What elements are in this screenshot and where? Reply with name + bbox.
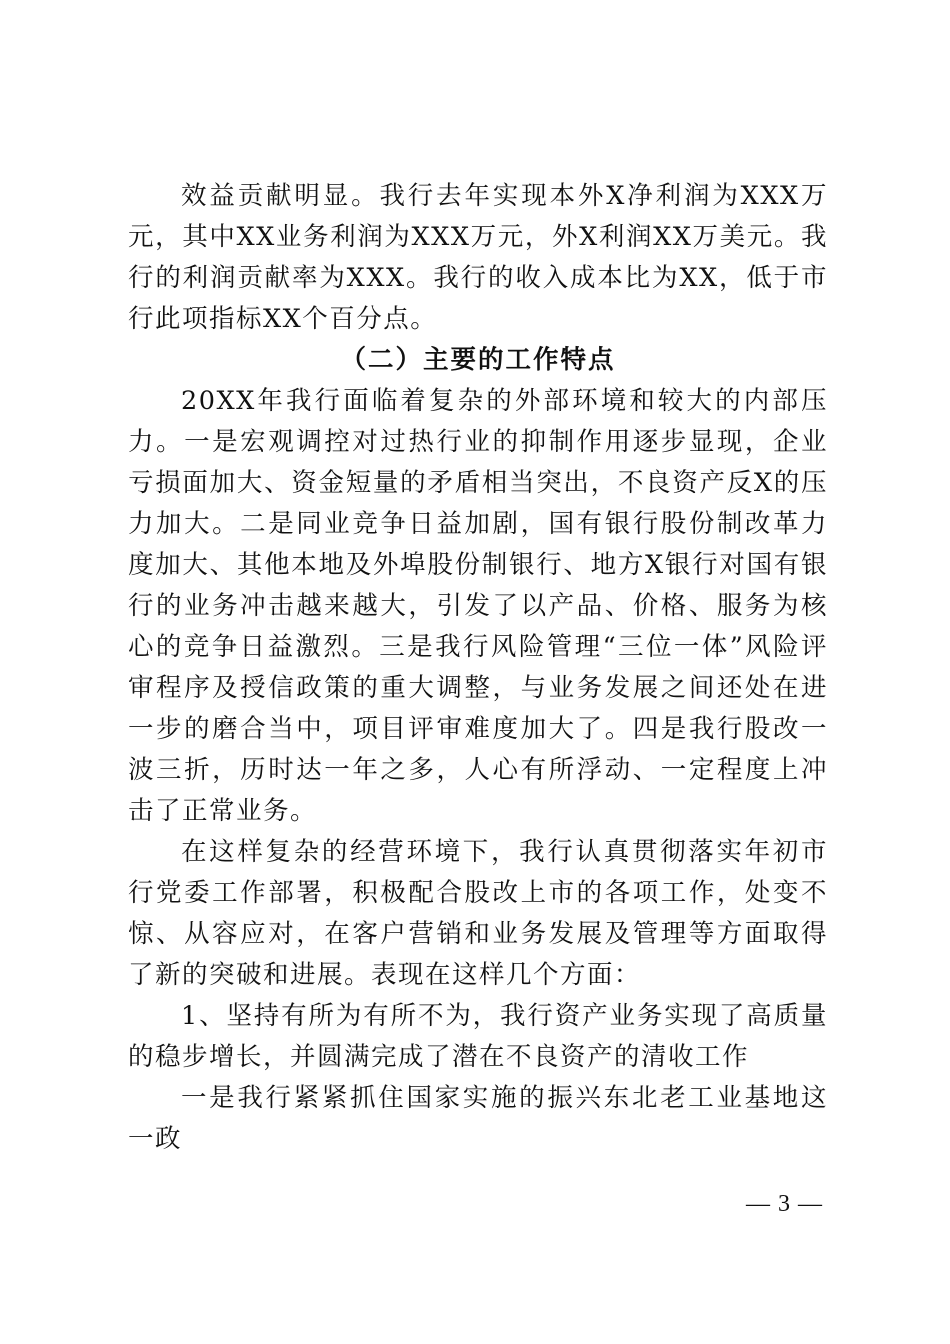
paragraph-external-environment: 20XX年我行面临着复杂的外部环境和较大的内部压力。一是宏观调控对过热行业的抑制作用逐步显现，企业亏损面加大、资金短量的矛盾相当突出，不良资产反X的压力加大。二是同业竞争日益加剧，国有银行股份制改革力度加大、其他本地及外埠股份制银行、地方X银行对国有银行的业务冲击越来越大，引发了以产品、价格、服务为核心的竞争日益激烈。三是我行风险管理“三位一体”风险评审程序及授信政策的重大调整，与业务发展之间还处在进一步的磨合当中，项目评审难度加大了。四是我行股改一波三折，历时达一年之多，人心有所浮动、一定程度上冲击了正常业务。 — [128, 386, 828, 826]
page-number: — 3 — — [746, 1191, 823, 1217]
paragraph-point-one-detail: 一是我行紧紧抓住国家实施的振兴东北老工业基地这一政 — [128, 1083, 828, 1154]
section-heading: （二）主要的工作特点 — [340, 345, 616, 375]
paragraph-profit-contribution: 效益贡献明显。我行去年实现本外X净利润为XXX万元，其中XX业务利润为XXX万元，外X利润XX万美元。我行的利润贡献率为XXX。我行的收入成本比为XX，低于市行此项指标XX个百分点。 — [128, 181, 828, 334]
document-body — [128, 176, 828, 1160]
paragraph-response: 在这样复杂的经营环境下，我行认真贯彻落实年初市行党委工作部署，积极配合股改上市的各项工作，处变不惊、从容应对，在客户营销和业务发展及管理等方面取得了新的突破和进展。表现在这样几个方面： — [128, 837, 828, 990]
paragraph-point-one: 1、坚持有所为有所不为，我行资产业务实现了高质量的稳步增长，并圆满完成了潜在不良资产的清收工作 — [128, 1001, 828, 1072]
